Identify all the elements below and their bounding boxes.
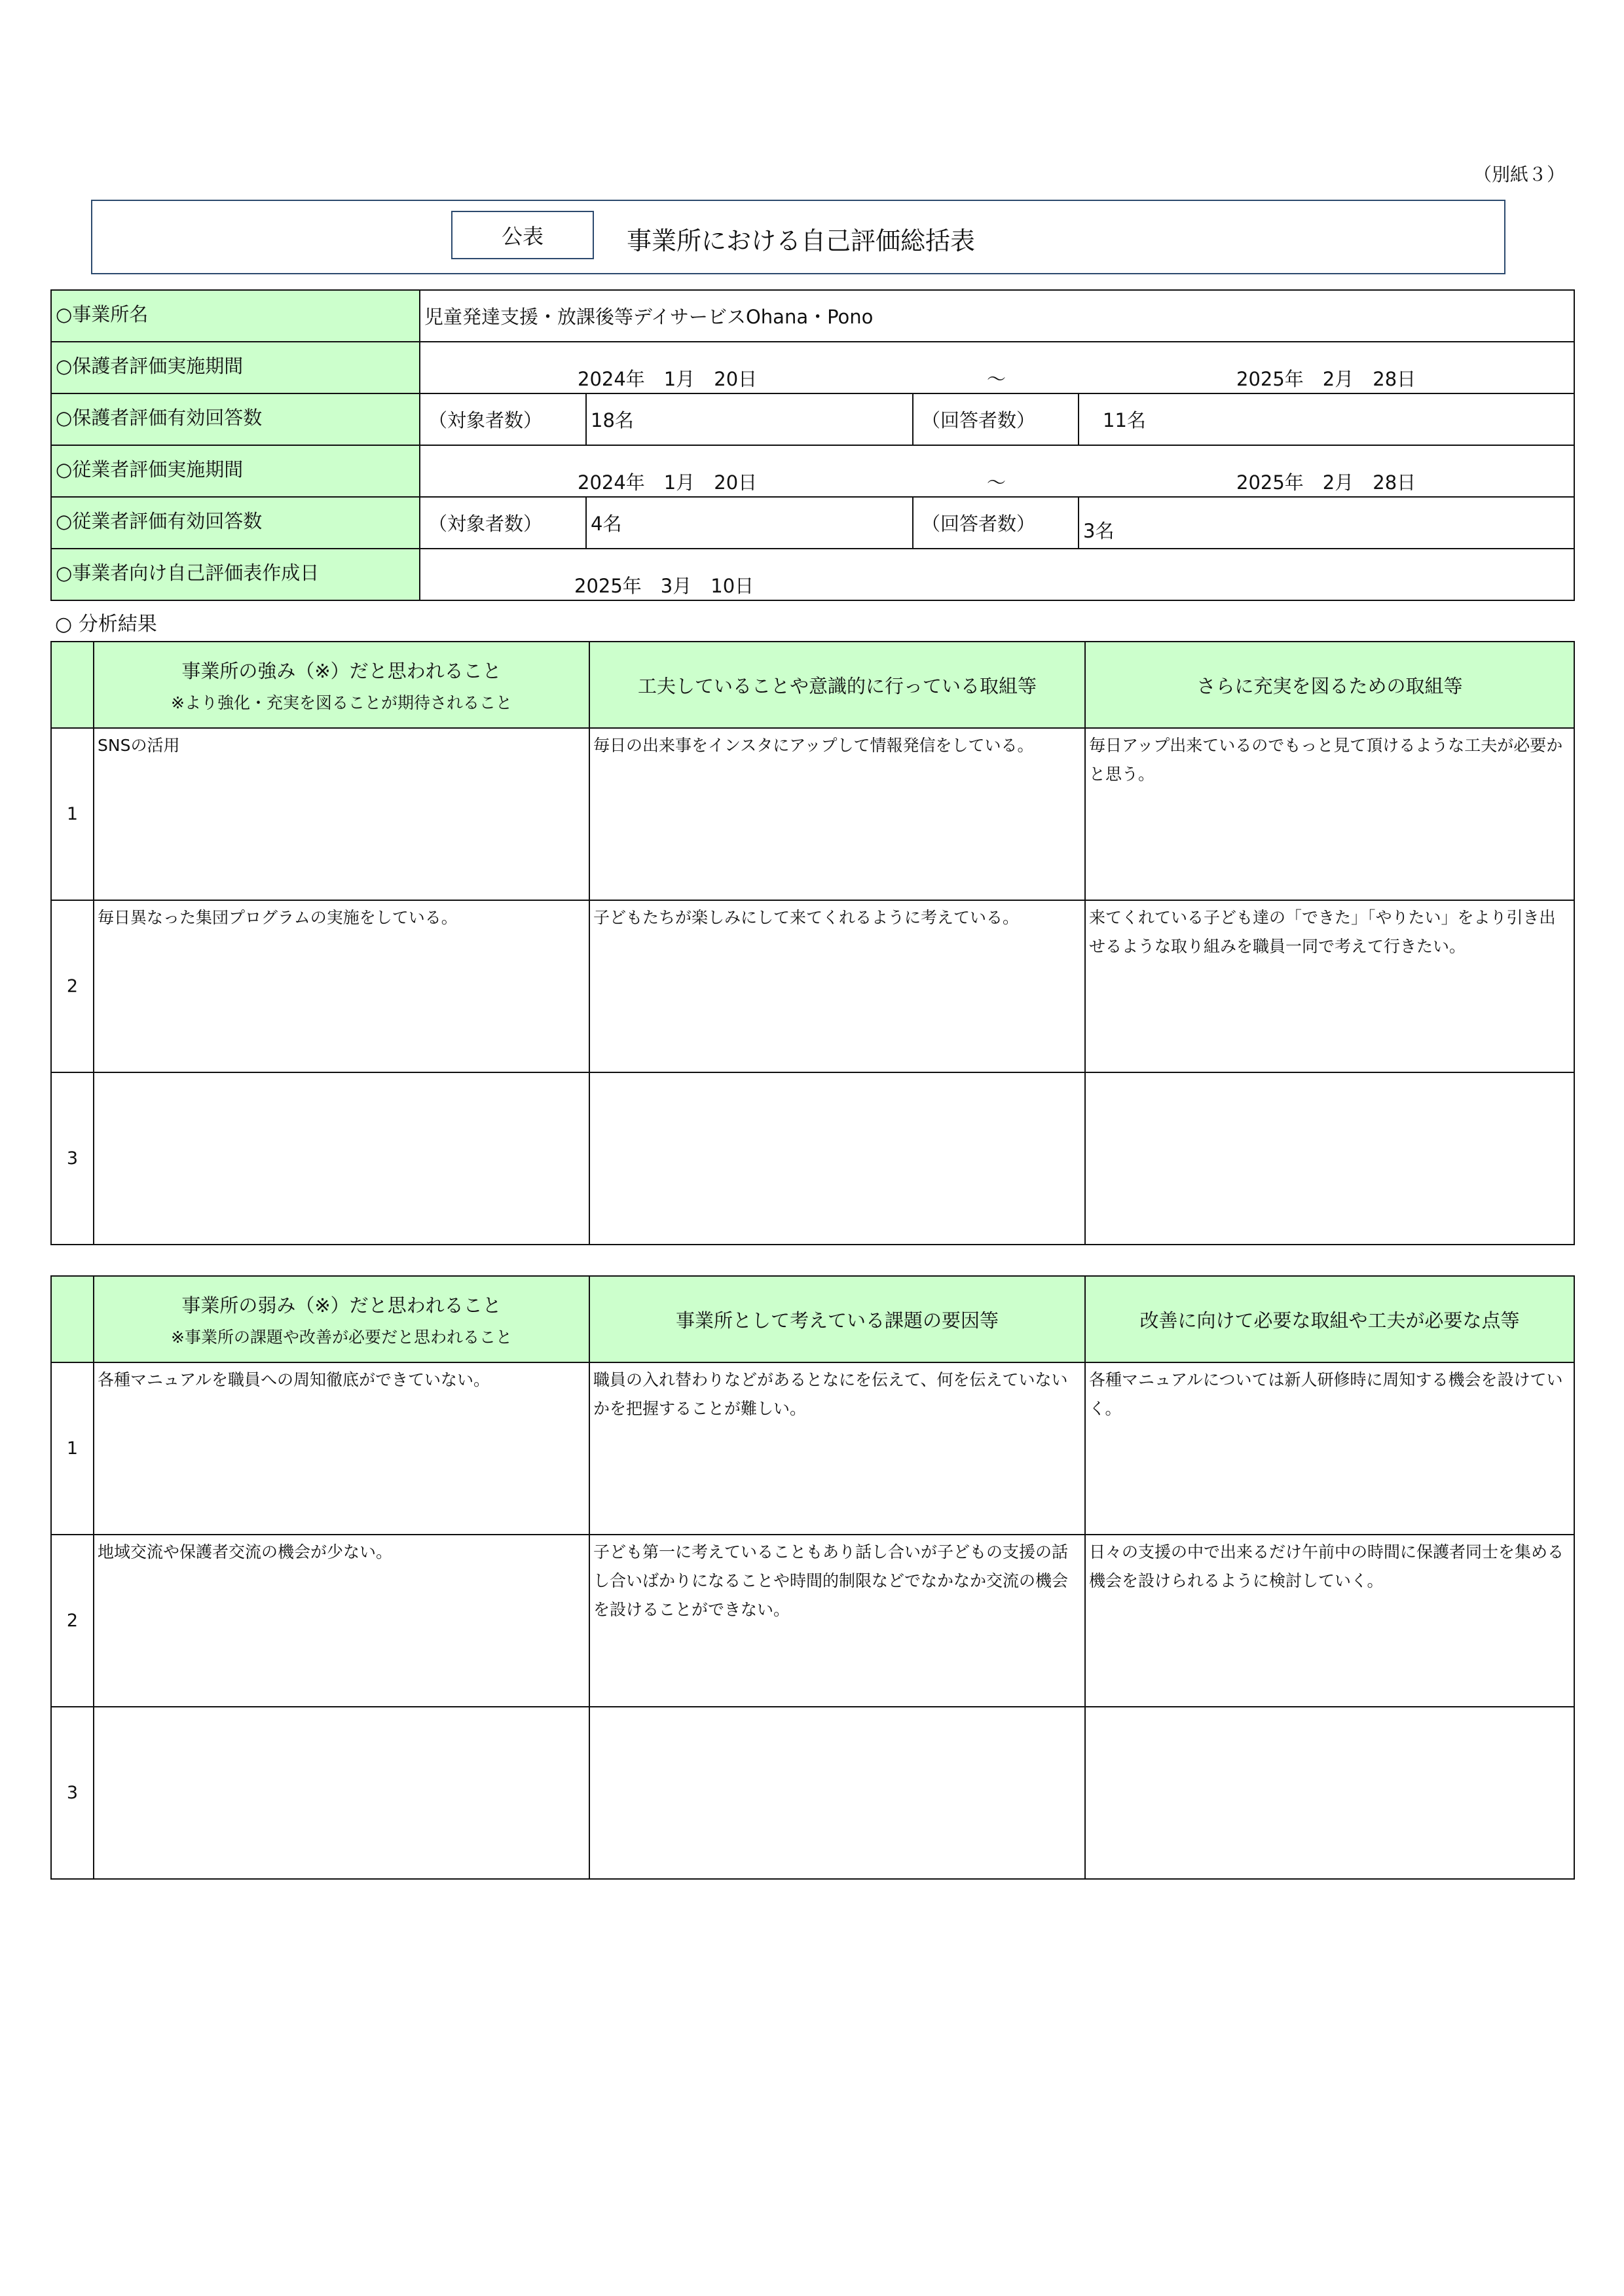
guardian-responses-label: ○保護者評価有効回答数 — [51, 393, 420, 445]
guardian-period-separator: ～ — [987, 368, 1006, 390]
weakness-improvement-cell: 各種マニュアルについては新人研修時に周知する機会を設けていく。 — [1085, 1362, 1574, 1535]
staff-target-value: 4名 — [586, 497, 913, 549]
row-number: 1 — [51, 728, 94, 900]
weaknesses-row — [51, 1362, 1574, 1535]
weaknesses-header-col2: 事業所として考えている課題の要因等 — [589, 1276, 1085, 1362]
strengths-header-blank — [51, 642, 94, 728]
document-title: 事業所における自己評価総括表 — [627, 227, 976, 255]
weakness-cause-cell — [589, 1707, 1085, 1879]
row-number: 1 — [51, 1362, 94, 1535]
info-row-guardian-responses — [51, 393, 1574, 445]
strengths-row — [51, 728, 1574, 900]
weakness-cell — [94, 1707, 589, 1879]
strengths-col1-note: ※より強化・充実を図ることが期待されること — [171, 693, 512, 712]
row-number: 3 — [51, 1072, 94, 1245]
strength-cell: 毎日異なった集団プログラムの実施をしている。 — [94, 900, 589, 1072]
created-date-label: ○事業者向け自己評価表作成日 — [51, 549, 420, 600]
strengths-col1-title: 事業所の強み（※）だと思われること — [181, 659, 502, 682]
info-row-guardian-period — [51, 342, 1574, 393]
strength-effort-cell — [589, 1072, 1085, 1245]
guardian-answer-label: （回答者数） — [913, 393, 1079, 445]
strength-enhancement-cell — [1085, 1072, 1574, 1245]
weaknesses-row — [51, 1535, 1574, 1707]
weaknesses-header-blank — [51, 1276, 94, 1362]
guardian-target-label: （対象者数） — [420, 393, 586, 445]
info-row-staff-responses — [51, 497, 1574, 549]
created-date-value — [420, 549, 1574, 600]
weakness-cause-cell: 職員の入れ替わりなどがあるとなにを伝えて、何を伝えていないかを把握することが難しい。 — [589, 1362, 1085, 1535]
strength-enhancement-cell: 毎日アップ出来ているのでもっと見て頂けるような工夫が必要かと思う。 — [1085, 728, 1574, 900]
strength-cell — [94, 1072, 589, 1245]
guardian-answer-value: 11名 — [1079, 393, 1574, 445]
weakness-cause-cell: 子ども第一に考えていることもあり話し合いが子どもの支援の話し合いばかりになることや時間的制限などでなかなか交流の機会を設けることができない。 — [589, 1535, 1085, 1707]
row-number: 2 — [51, 900, 94, 1072]
strengths-table — [50, 641, 1575, 1245]
weaknesses-col1-note: ※事業所の課題や改善が必要だと思われること — [171, 1327, 512, 1347]
weaknesses-row — [51, 1707, 1574, 1879]
staff-period-separator: ～ — [987, 471, 1006, 494]
weakness-cell: 各種マニュアルを職員への周知徹底ができていない。 — [94, 1362, 589, 1535]
weaknesses-col1-title: 事業所の弱み（※）だと思われること — [181, 1294, 502, 1317]
guardian-target-value: 18名 — [586, 393, 913, 445]
office-name-value: 児童発達支援・放課後等デイサービスOhana・Pono — [420, 290, 1574, 342]
strength-effort-cell: 毎日の出来事をインスタにアップして情報発信をしている。 — [589, 728, 1085, 900]
staff-answer-value: 3名 — [1079, 497, 1574, 549]
strengths-row — [51, 900, 1574, 1072]
weakness-improvement-cell — [1085, 1707, 1574, 1879]
strength-effort-cell: 子どもたちが楽しみにして来てくれるように考えている。 — [589, 900, 1085, 1072]
weaknesses-header-col3: 改善に向けて必要な取組や工夫が必要な点等 — [1085, 1276, 1574, 1362]
public-label: 公表 — [451, 211, 594, 259]
row-number: 2 — [51, 1535, 94, 1707]
staff-answer-label: （回答者数） — [913, 497, 1079, 549]
row-number: 3 — [51, 1707, 94, 1879]
strengths-header-row — [51, 642, 1574, 728]
guardian-period-value — [420, 342, 1574, 393]
staff-period-end: 2025年 2月 28日 — [1236, 471, 1416, 494]
weaknesses-header-col1 — [94, 1276, 589, 1362]
staff-period-start: 2024年 1月 20日 — [578, 471, 758, 494]
analysis-label: ○ 分析結果 — [55, 613, 157, 636]
staff-period-label: ○従業者評価実施期間 — [51, 445, 420, 497]
weakness-cell: 地域交流や保護者交流の機会が少ない。 — [94, 1535, 589, 1707]
weaknesses-table — [50, 1275, 1575, 1880]
info-table — [50, 289, 1575, 601]
info-row-office-name — [51, 290, 1574, 342]
annex-label: （別紙３） — [1473, 164, 1566, 185]
guardian-period-label: ○保護者評価実施期間 — [51, 342, 420, 393]
info-row-created-date — [51, 549, 1574, 600]
staff-target-label: （対象者数） — [420, 497, 586, 549]
title-box — [91, 200, 1505, 274]
guardian-period-end: 2025年 2月 28日 — [1236, 368, 1416, 390]
staff-period-value — [420, 445, 1574, 497]
strengths-header-col1 — [94, 642, 589, 728]
strengths-row — [51, 1072, 1574, 1245]
office-name-label: ○事業所名 — [51, 290, 420, 342]
created-date: 2025年 3月 10日 — [574, 575, 754, 597]
strength-enhancement-cell: 来てくれている子ども達の「できた」「やりたい」をより引き出せるような取り組みを職員一同で考えて行きたい。 — [1085, 900, 1574, 1072]
strengths-header-col3: さらに充実を図るための取組等 — [1085, 642, 1574, 728]
strength-cell: SNSの活用 — [94, 728, 589, 900]
weaknesses-header-row — [51, 1276, 1574, 1362]
info-row-staff-period — [51, 445, 1574, 497]
staff-responses-label: ○従業者評価有効回答数 — [51, 497, 420, 549]
strengths-header-col2: 工夫していることや意識的に行っている取組等 — [589, 642, 1085, 728]
weakness-improvement-cell: 日々の支援の中で出来るだけ午前中の時間に保護者同士を集める機会を設けられるように検討していく。 — [1085, 1535, 1574, 1707]
guardian-period-start: 2024年 1月 20日 — [578, 368, 758, 390]
